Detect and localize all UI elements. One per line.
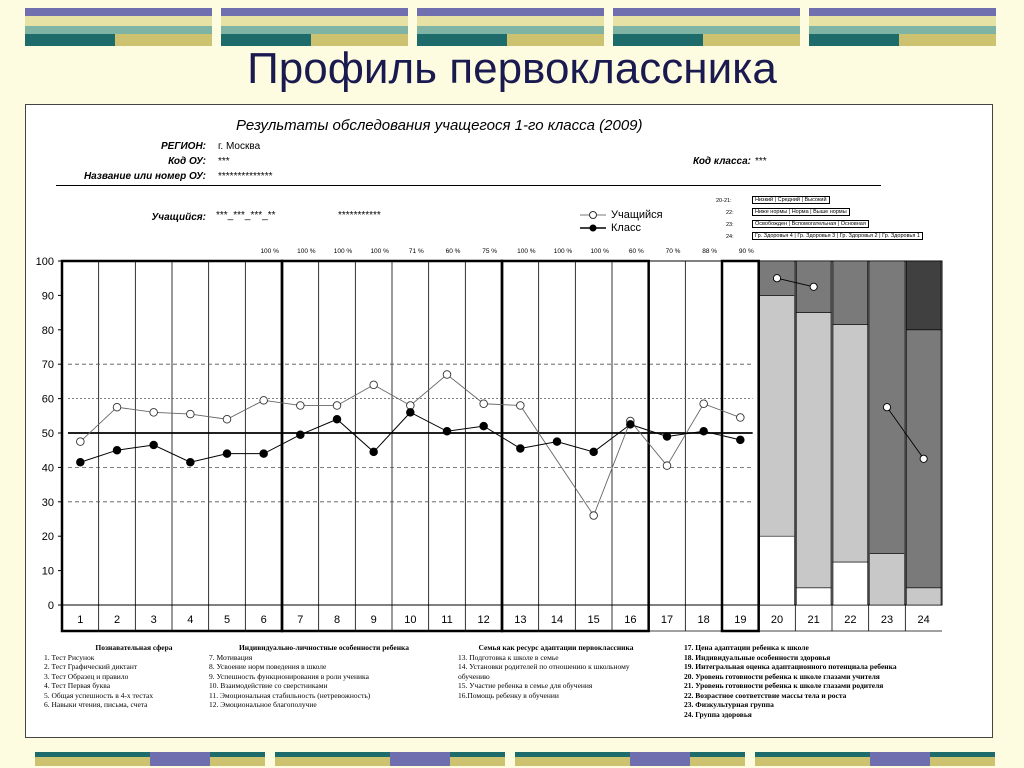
cat-legend-item: Высокий	[804, 197, 827, 203]
cat-legend-item: Низкий	[755, 197, 774, 203]
class-point	[150, 441, 158, 449]
class-point	[590, 448, 598, 456]
x-tick-label: 21	[807, 614, 820, 626]
y-tick-label: 60	[41, 393, 54, 406]
cat-legend-item: Основная	[840, 221, 866, 227]
student-point	[663, 462, 671, 470]
class-point	[517, 445, 525, 453]
student-point	[333, 402, 341, 410]
x-tick-label: 5	[223, 614, 231, 626]
deco-block	[275, 752, 505, 766]
student-point	[517, 402, 525, 410]
student-point	[77, 438, 85, 446]
y-tick-label: 100	[35, 256, 54, 268]
stacked-bar-segment	[833, 261, 868, 325]
report-title: Результаты обследования учащегося 1-го класса (2009)	[236, 117, 643, 134]
note-item: 21. Уровень готовности ребенка к школе глазами родителя	[684, 681, 884, 690]
cat-legend-item: Ниже нормы	[755, 209, 788, 215]
class-point	[113, 446, 121, 454]
class-point	[187, 458, 195, 466]
percent-label: 100 %	[517, 248, 536, 255]
note-item: 3. Тест Образец и правило	[44, 671, 129, 681]
x-tick-label: 7	[297, 614, 304, 626]
percent-label: 100 %	[553, 248, 573, 255]
cat-legend-key-4: 24:	[726, 234, 734, 240]
y-tick-label: 10	[41, 565, 54, 578]
student-point	[700, 400, 708, 408]
note-item: 9. Успешность функционирования в роли ученика	[209, 671, 369, 681]
cat-legend-item: Гр. Здоровья 4	[755, 233, 793, 239]
y-tick-label: 40	[41, 462, 54, 475]
deco-block	[755, 752, 995, 766]
percent-label: 70 %	[665, 248, 681, 255]
overlay-point	[773, 275, 780, 282]
cat-legend-row-1: Низкий | Средний | Высокий	[752, 196, 830, 204]
student-value-2: ***********	[338, 210, 381, 221]
class-point	[480, 422, 488, 430]
note-item: 6. Навыки чтения, письма, счета	[44, 700, 148, 709]
x-tick-label: 1	[77, 614, 84, 626]
stacked-bar-segment	[833, 325, 868, 562]
class-point	[297, 431, 305, 439]
code-label: Код ОУ:	[168, 156, 206, 167]
student-label: Учащийся:	[151, 212, 206, 223]
student-point	[297, 402, 305, 410]
x-tick-label: 2	[113, 614, 121, 626]
student-point	[150, 409, 158, 417]
notes-col-2-title: Индивидуально-личностные особенности ребенка	[238, 643, 410, 652]
percent-label: 100 %	[590, 248, 609, 255]
note-item: 15. Участие ребенка в семье для обучения	[458, 681, 593, 690]
student-point	[113, 403, 121, 411]
student-point	[260, 397, 268, 405]
class-point	[407, 409, 415, 417]
x-tick-label: 8	[333, 614, 341, 626]
note-item: 19. Интегральная оценка адаптационного потенциала ребенка	[684, 662, 897, 671]
y-tick-label: 30	[41, 496, 54, 509]
percent-label: 60 %	[445, 248, 461, 255]
class-point	[370, 448, 378, 456]
class-code-label: Код класса:	[693, 156, 751, 167]
percent-label: 88 %	[702, 248, 718, 255]
note-item: 20. Уровень готовности ребенка к школе глазами учителя	[684, 671, 880, 681]
note-item: 8. Усвоение норм поведения в школе	[209, 662, 327, 671]
x-tick-label: 14	[550, 614, 564, 626]
stacked-bar-segment	[906, 588, 941, 605]
student-point	[187, 410, 195, 418]
x-tick-label: 6	[260, 614, 267, 626]
overlay-point	[810, 283, 817, 290]
percent-label: 60 %	[628, 248, 644, 255]
cat-legend-row-3: Освобожден | Вспомогательная | Основная	[752, 220, 869, 228]
x-tick-label: 18	[697, 614, 710, 626]
class-point	[223, 450, 231, 458]
stacked-bar-segment	[906, 261, 941, 330]
class-point	[663, 433, 671, 441]
notes-col-3-title: Семья как ресурс адаптации первоклассника	[478, 643, 634, 652]
note-item: 14. Установки родителей по отношению к школьному обучению	[458, 662, 630, 681]
bottom-decoration	[0, 752, 1024, 766]
y-tick-label: 90	[41, 290, 54, 303]
note-item: 22. Возрастное соответствие массы тела и роста	[684, 690, 847, 700]
x-tick-label: 13	[514, 614, 527, 626]
stacked-bar-segment	[760, 295, 795, 536]
x-tick-label: 24	[917, 614, 930, 626]
cat-legend-item: Норма	[791, 209, 809, 215]
note-item: 16.Помощь ребенку в обучении	[458, 690, 559, 700]
class-point	[333, 415, 341, 423]
note-item: 2. Тест Графический диктант	[44, 662, 138, 671]
overlay-point	[883, 404, 890, 411]
legend-class-label: Класс	[611, 222, 641, 234]
cat-legend-key-1: 20-21:	[716, 198, 732, 204]
stacked-bar-segment	[870, 553, 905, 605]
percent-label: 100 %	[297, 248, 316, 255]
note-item: 10. Взаимодействие со сверстниками	[209, 681, 328, 690]
cat-legend-key-2: 22:	[726, 210, 734, 216]
region-value: г. Москва	[218, 141, 261, 152]
cat-legend-item: Гр. Здоровья 3	[797, 233, 836, 239]
student-point	[737, 414, 745, 422]
x-tick-label: 16	[624, 614, 637, 626]
percent-label: 71 %	[408, 248, 424, 255]
x-tick-label: 3	[150, 614, 157, 626]
x-tick-label: 20	[770, 614, 784, 626]
class-point	[700, 427, 708, 435]
stacked-bar-segment	[796, 313, 831, 588]
y-tick-label: 0	[47, 600, 54, 612]
cat-legend-row-4: Гр. Здоровья 4 | Гр. Здоровья 3 | Гр. Здоровья 2 | Гр. Здоровья 1	[752, 232, 923, 240]
slide-title: Профиль первоклассника	[247, 44, 777, 93]
note-item: 18. Индивидуальные особенности здоровья	[684, 652, 831, 662]
note-item: 11. Эмоциональная стабильность (нетревожность)	[209, 690, 371, 700]
overlay-point	[920, 455, 927, 462]
note-item: 17. Цена адаптации ребенка к школе	[684, 643, 809, 652]
code-value: ***	[218, 156, 230, 167]
x-tick-label: 15	[587, 614, 600, 626]
y-tick-label: 50	[41, 428, 54, 440]
stacked-bar-segment	[796, 588, 831, 605]
percent-label: 100 %	[260, 248, 279, 255]
student-point	[590, 512, 598, 520]
x-tick-label: 22	[844, 614, 857, 626]
student-point	[370, 381, 378, 389]
legend-student-label: Учащийся	[611, 209, 663, 221]
name-value: **************	[218, 171, 273, 182]
student-point	[443, 371, 451, 379]
note-item: 4. Тест Первая буква	[44, 681, 111, 690]
note-item: 13. Подготовка к школе в семье	[458, 652, 559, 662]
class-point	[737, 436, 745, 444]
percent-label: 90 %	[738, 248, 754, 255]
note-item: 1. Тест Рисунок	[44, 652, 95, 662]
cat-legend-key-3: 23:	[726, 222, 734, 228]
deco-block	[515, 752, 745, 766]
percent-label: 100 %	[370, 248, 389, 255]
cat-legend-item: Выше нормы	[813, 209, 847, 215]
x-tick-label: 11	[441, 614, 453, 626]
x-tick-label: 10	[404, 614, 417, 626]
cat-legend-item: Средний	[777, 197, 800, 203]
y-tick-label: 80	[41, 324, 54, 337]
x-tick-label: 23	[880, 614, 894, 626]
student-point	[480, 400, 488, 408]
class-code-value: ***	[755, 156, 767, 167]
y-tick-label: 70	[41, 359, 54, 372]
x-tick-label: 19	[734, 614, 747, 626]
cat-legend-row-2: Ниже нормы | Норма | Выше нормы	[752, 208, 850, 216]
x-tick-label: 17	[660, 614, 674, 626]
class-point	[443, 427, 451, 435]
deco-block	[35, 752, 265, 766]
note-item: 5. Общая успешность в 4-х тестах	[44, 690, 154, 700]
percent-label: 100 %	[333, 248, 353, 255]
name-label: Название или номер ОУ:	[83, 171, 206, 182]
y-tick-label: 20	[41, 531, 54, 544]
percent-label: 75 %	[482, 248, 498, 255]
note-item: 7. Мотивация	[209, 652, 253, 662]
stacked-bar-segment	[833, 562, 868, 605]
note-item: 23. Физкультурная группа	[684, 700, 774, 709]
x-tick-label: 9	[370, 614, 377, 626]
notes-col-1-title: Познавательная сфера	[95, 643, 173, 652]
cat-legend-item: Освобожден	[755, 221, 788, 227]
cat-legend-item: Гр. Здоровья 1	[882, 233, 920, 239]
cat-legend-item: Вспомогательная	[791, 221, 837, 227]
cat-legend-item: Гр. Здоровья 2	[839, 233, 878, 239]
class-point	[553, 438, 561, 446]
class-point	[77, 458, 85, 466]
x-tick-label: 4	[187, 614, 194, 626]
stacked-bar-segment	[760, 536, 795, 605]
region-label: РЕГИОН:	[161, 141, 206, 152]
student-point	[223, 415, 231, 423]
class-point	[627, 421, 635, 429]
student-value: ***_***_***_**	[216, 210, 276, 221]
note-item: 24. Группа здоровья	[684, 709, 752, 719]
class-point	[260, 450, 268, 458]
note-item: 12. Эмоциональное благополучие	[209, 700, 317, 709]
x-tick-label: 12	[477, 614, 490, 626]
